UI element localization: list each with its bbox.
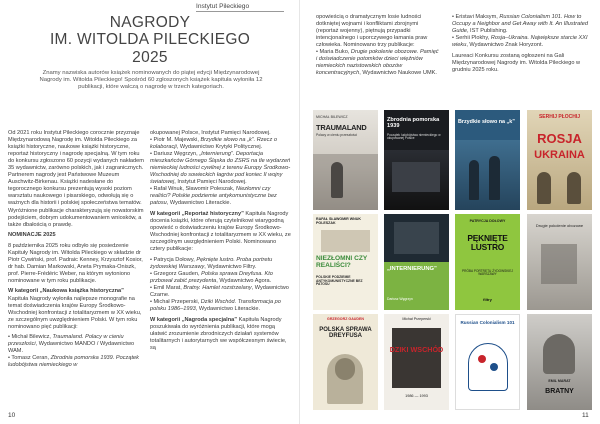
nominee-publisher: , Wydawnictwo Naukowe UMK. xyxy=(359,70,437,77)
nominee-title: Russian Colonialism 101. How to Occupy a Neighbor and Get Away with It. An Illustrated Guide xyxy=(452,14,588,35)
cover-title: Brzydkie słowo na „k” xyxy=(458,119,515,125)
book-cover-rosja-ukraina xyxy=(527,110,592,210)
nominee-author: • Serhii Plokhy, xyxy=(452,35,491,42)
category-science-label: W kategorii „Naukowa książka historyczna” xyxy=(8,288,124,295)
nominations-heading: NOMINACJE 2025 xyxy=(8,232,56,239)
cover-author: EMIL MARAT xyxy=(548,379,571,383)
nominee-author: • Dariusz Węgrzyn, xyxy=(150,151,200,158)
cover-title: UKRAINA xyxy=(534,149,585,161)
cover-title: TRAUMALAND xyxy=(316,123,367,132)
book-cover-brzydkie-slowo xyxy=(455,110,520,210)
nominee-item xyxy=(8,355,144,369)
cover-author: SERHIJ PŁOCHIJ xyxy=(538,114,581,120)
nominee-publisher: , Wydawnictwo Czarne. xyxy=(150,284,289,299)
nominee-title: Drugie pokolenie obozowe. Pamięć i doświadczenie potomków dzieci więźniów niemieckich nazistowskich obozów koncentracyjnych xyxy=(316,49,439,77)
book-cover-traumaland xyxy=(313,110,378,210)
announcement-paragraph: Laureaci Konkursu zostaną ogłoszeni na Gali Międzynarodowej Nagrody im. Witolda Pileckiego w grudniu 2025 roku. xyxy=(452,52,581,73)
category-special-text: Kapituła Nagrody poszukiwała do wyróżnienia publikacji, które mogą ułatwić zrozumienie zbrodniczych działań systemów totalitarnych i autorytarnych we współczesnym świecie, są xyxy=(150,316,287,351)
cover-title: NIEZŁOMNI CZY REALIŚCI? xyxy=(316,255,368,269)
nominee-item xyxy=(150,299,292,313)
nominee-publisher: , Wydawnictwo Znak Horyzont. xyxy=(466,42,544,49)
cover-title: Zbrodnia pomorska 1939 xyxy=(387,117,440,129)
cover-author: PATRYCJA DOŁOWY xyxy=(469,219,506,223)
page-title-line-2: IM. WITOLDA PILECKIEGO xyxy=(49,31,251,48)
text-column-2 xyxy=(150,130,292,355)
lead-paragraph: Znamy nazwiska autorów książek nominowanych do piątej edycji Międzynarodowej Nagrody im. Witolda Pileckiego! Spośród 60 zgłoszonych książek kapituła wyłoniła 12 publikacji, które walczą o nagrodę w trzech kategoriach. xyxy=(39,70,263,91)
nominee-item xyxy=(150,285,292,299)
category-science-paragraph xyxy=(8,288,144,330)
book-cover-internierung xyxy=(384,214,449,310)
cover-title: ROSJA xyxy=(537,131,582,146)
cover-title: DZIKI WSCHÓD xyxy=(389,345,444,354)
intro-paragraph: Od 2021 roku Instytut Pileckiego corocznie przyznaje Międzynarodową Nagrodę im. Witolda Pileckiego za książki historyczne, naukowe książki historyczne, reportaż historyczny i nagrodę specjalną. W tym roku do konkursu zgłoszono 60 pozycji wydanych nakładem 35 wydawnictw, zarówno polskich, jak i zagranicznych. Partnerem nagrody jest Państwowe Muzeum Auschwitz-Birkenau. Książki nadesłane do tegorocznego konkursu prezentują wysoki poziom warsztatu naukowego i pisarskiego, odwołują się o ważnych dla historii i polskiej społeczeństwa tematów. Wyróżnione publikacje charakteryzują się nowatorskim podejściem, dobrym udokumentowaniem wniosków, a także dbałością o prawdę. xyxy=(8,130,144,228)
cover-author: GRZEGORZ GAUDEN xyxy=(327,317,364,321)
nominee-item xyxy=(150,271,292,285)
page-title-line-3: 2025 xyxy=(132,49,168,66)
page-number-left: 10 xyxy=(8,412,16,419)
cover-title: POLSKA SPRAWA DREYFUSA xyxy=(319,327,372,340)
nominee-item xyxy=(452,14,592,35)
nominee-title: Bratny. Hamlet rozstrzelany xyxy=(183,284,252,291)
nominee-author: • Emil Marat, xyxy=(150,284,184,291)
cover-author: Michał Przeperski xyxy=(402,317,431,321)
cover-publisher: filtry xyxy=(483,297,492,302)
nominee-title: Traumaland. Polacy w cieniu przeszłości xyxy=(8,334,124,348)
cover-title: Drugie pokolenie obozowe xyxy=(535,223,584,228)
cover-title: „INTERNIERUNG” xyxy=(387,266,437,272)
nominee-author: • Eristavi Maksym, xyxy=(452,14,500,20)
nominee-title: Rosja–Ukraina. Największe starcie XXI wieku xyxy=(452,35,588,49)
continued-text: okupowanej Polsce, Instytut Pamięci Narodowej. xyxy=(150,130,271,136)
cover-subtitle: POLSKIE PODZIEMIE ANTYKOMUNISTYCZNE BEZ PATOSU xyxy=(316,275,363,287)
nominee-title: Dziki Wschód. Transformacja po polsku 1986–1993 xyxy=(150,299,281,313)
nominee-publisher: , Wydawnictwo Krytyki Politycznej. xyxy=(176,144,263,151)
category-reportage-paragraph xyxy=(150,211,292,253)
category-special-label: W kategorii „Nagroda specjalna” xyxy=(150,316,238,323)
cover-authors: RAFAŁ SŁAWOMIR WNUK POLESZAK xyxy=(316,217,361,225)
nominee-author: • Grzegorz Gauden, xyxy=(150,270,202,277)
nominee-title: Pęknięte lustro. Proba portretu żydowskiej Warszawy xyxy=(150,256,273,270)
nominee-item xyxy=(8,334,144,355)
cover-title: PĘKNIĘTE LUSTRO xyxy=(467,233,508,252)
nominee-title: Zbrodnia pomorska 1939. Początek ludobójstwa niemieckiego w xyxy=(8,355,139,369)
nominee-author: • Michał Bilewicz, xyxy=(8,334,53,341)
nominee-title: „Internierung”. Deportacja mieszkańców Górnego Śląska do ZSRS na tle wydarzeń niemieckiej ludności cywilnej z terenu Europy Środkowo-Wschodniej do sowieckich łagrów pod koniec II wojny światowej xyxy=(150,151,291,186)
book-cover-niezlomni xyxy=(313,214,378,310)
nominee-item xyxy=(150,257,292,271)
book-cover-bratny xyxy=(527,314,592,410)
nominee-publisher: , Instytut Pamięci Narodowej. xyxy=(174,179,247,186)
category-reportage-text: Kapituła Nagrody docenia książki, które oferują czytelnikowi wiarygodną opowieść o doświadczeniu krajów Europy Środkowo-Wschodniej konfrontacji z totalitaryzmem w XX wieku, ze szczególnym uwzględnieniem Polski. Nominowano cztery publikacje: xyxy=(150,211,291,253)
nominee-publisher: , Wydawnictwo MANDO / Wydawnictwo WAM. xyxy=(8,341,135,355)
continued-text: opowieścią o dramatycznym losie ludności dotkniętej wojnami i konfliktami zbrojnymi (reportaż wojenny), piętnują przypadki intencjonalnego i uporczywego łamania praw człowieka. Nominowano trzy publikacje: xyxy=(316,14,428,49)
cover-years: 1986 — 1993 xyxy=(405,394,428,398)
book-cover-russian-colonialism xyxy=(455,314,520,410)
nominee-publisher: , Wydawnictwo Agora. xyxy=(216,277,272,284)
cover-title: BRATNY xyxy=(545,388,574,395)
text-column-3 xyxy=(316,14,440,81)
nominee-item xyxy=(150,186,292,207)
cover-subtitle: PRÓBA PORTRETU ŻYDOWSKIEJ WARSZAWY xyxy=(462,269,513,277)
category-special-paragraph xyxy=(150,317,292,352)
cover-subtitle: Początek ludobójstwa niemieckiego w okupowanej Polsce xyxy=(387,133,441,141)
cover-title: Russian Colonialism 101 xyxy=(460,320,515,325)
nominee-publisher: , Wydawnictwo Literackie. xyxy=(195,306,261,313)
page-title-line-1: NAGRODY xyxy=(109,14,191,31)
jury-paragraph: 8 października 2025 roku odbyło się posiedzenie Kapituły Nagrody im. Witolda Pileckiego w składzie dr Piotr Cywiński, prof. Padraic Kenney, Krzysztof Kosior, dr hab. Damian Markowski, Aneta Prymaka-Oniszk, prof. Pierre-Frédéric Weber, na którym wytoniono nominowane w tym roku publikacje. xyxy=(8,242,143,284)
book-cover-pekniete-lustro xyxy=(455,214,520,310)
nominee-item xyxy=(150,137,292,151)
page-number-right: 11 xyxy=(582,412,589,419)
text-column-4 xyxy=(452,14,592,77)
category-science-text: Kapituła Nagrody wyłoniła najlepsze monografie na temat doświadczenia krajów Europy Środkowo-Wschodniej konfrontacji z totalitaryzmem w XX wieku, ze szczególnym uwzględnieniem Polski. W tym roku nominowano pięć publikacji: xyxy=(8,295,142,330)
nominee-item xyxy=(452,35,592,49)
nominee-author: • Patrycja Dołowy, xyxy=(150,256,197,263)
section-tag: Instytut Pileckiego xyxy=(196,3,284,12)
nominee-author: • Rafał Wnuk, Sławomir Poleszak, xyxy=(150,186,236,193)
cover-author: MICHAŁ BILEWICZ xyxy=(316,115,348,119)
nominee-author: • Michał Przeperski, xyxy=(150,299,201,306)
nominee-item xyxy=(150,151,292,186)
nominee-title: Polska sprawa Dreyfusa. Kto przbował zabić prezydenta xyxy=(150,270,273,284)
nominee-title: Niezłomni czy realiści? Polskie podziemie antykomunistyczne bez patosu xyxy=(150,186,277,207)
nominee-author: • Piotr M. Majewski, xyxy=(150,137,201,144)
nominee-title: Brzydkie słowo na „k”. Rzecz o kolaboracji xyxy=(150,137,277,151)
nominee-author: • Maria Buko, xyxy=(316,49,351,56)
nominee-author: • Tomasz Ceran, xyxy=(8,355,51,362)
book-cover-zbrodnia-pomorska xyxy=(384,110,449,210)
nominee-item xyxy=(316,49,440,77)
category-reportage-label: W kategorii „Reportaż historyczny” xyxy=(150,211,244,218)
nominee-publisher: , IST Publishing. xyxy=(466,28,508,35)
nominee-publisher: , Wydawnictwo Filtry. xyxy=(204,263,257,270)
cover-subtitle: Polacy w cieniu przeszłości xyxy=(316,133,358,137)
text-column-1 xyxy=(8,130,144,373)
nominee-publisher: , Wydawnictwo Literackie. xyxy=(166,200,232,207)
book-cover-polska-sprawa-dreyfusa xyxy=(313,314,378,410)
book-cover-dziki-wschod xyxy=(384,314,449,410)
book-cover-drugie-pokolenie xyxy=(527,214,592,310)
cover-author: Dariusz Węgrzyn xyxy=(387,297,413,301)
